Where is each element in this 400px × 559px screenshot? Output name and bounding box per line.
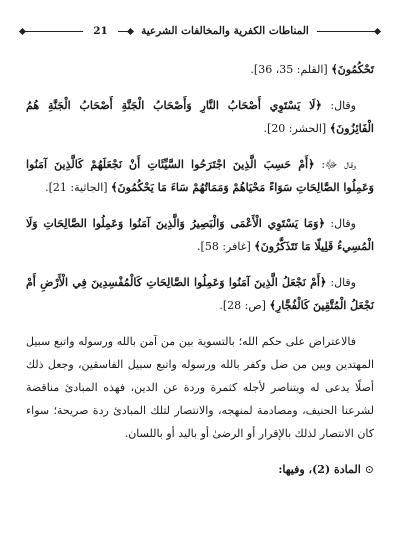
verse-reference: [القلم: 35، 36]. [250, 63, 332, 76]
quran-quote: ﴿وَمَا يَسْتَوِي الْأَعْمَى وَالْبَصِيرُ وَالَّذِينَ آمَنُوا وَعَمِلُوا الصَّالِحَاتِ وَلَا الْمُسِيءُ قَلِيلًا مَا تَتَذَكَّرُونَ﴾ [26, 217, 374, 253]
header-title: المناطات الكفرية والمخالفات الشرعية [141, 25, 309, 37]
commentary-paragraph [26, 330, 374, 445]
header-rule-right [317, 31, 378, 32]
verse-reference: [ص: 28]. [219, 299, 270, 312]
verse-reference: [الجاثية: 21]. [45, 181, 112, 194]
quran-quote: تَحْكُمُونَ﴾ [331, 63, 374, 76]
verse-paragraph [26, 153, 374, 199]
page-number: 21 [93, 25, 108, 37]
quran-quote: ﴿أَمْ نَجْعَلُ الَّذِينَ آمَنُوا وَعَمِلُوا الصَّالِحَاتِ كَالْمُفْسِدِينَ فِي الْأَرْضِ أَمْ نَجْعَلُ الْمُتَّقِينَ كَالْفُجَّارِ﴾ [26, 276, 374, 312]
page-body [26, 58, 374, 481]
verse-paragraph [26, 212, 374, 258]
quran-quote: ﴿أَمْ حَسِبَ الَّذِينَ اجْتَرَحُوا السَّيِّئَاتِ أَنْ نَجْعَلَهُمْ كَالَّذِينَ آمَنُوا وَعَمِلُوا الصَّالِحَاتِ سَوَاءً مَحْيَاهُمْ وَمَمَاتُهُمْ سَاءَ مَا يَحْكُمُونَ﴾ [26, 158, 374, 194]
running-header [22, 22, 378, 40]
commentary-text: فالاعتراض على حكم الله؛ بالتسوية بين من آمن بالله ورسوله واتبع سبيل المهتدين وبين من ضل وكفر بالله ورسوله واتبع سبيل الفاسقين، وجعل ذلك أصلًا يدعى له ويتناصر لأجله كثمرة وردة عن الدين، فهذه المبادئ مناقضة لشرعنا الحنيف، ومصادمة لمنهجه، والانتصار لتلك المبادئ ردة صريحة؛ سواء كان الانتصار لذلك بالإقرار أو الرضىٰ أو باليد أو باللسان. [26, 335, 374, 440]
section-marker [26, 458, 374, 481]
verse-reference: [غافر: 58]. [197, 240, 255, 253]
verse-paragraph [26, 271, 374, 317]
header-rule-left [22, 31, 83, 32]
circle-dot-icon: ⊙ [364, 463, 374, 476]
quran-quote: ﴿لَا يَسْتَوِي أَصْحَابُ النَّارِ وَأَصْحَابُ الْجَنَّةِ أَصْحَابُ الْجَنَّةِ هُمُ الْفَائِزُونَ﴾ [26, 99, 374, 135]
verse-intro: وقال ﷻ: [314, 158, 357, 171]
verse-continuation [26, 58, 374, 81]
verse-reference: [الحشر: 20]. [263, 122, 330, 135]
verse-intro: وقال: [324, 217, 356, 230]
section-label: المادة (2)، وفيها: [278, 463, 361, 476]
verse-intro: وقال: [326, 276, 356, 289]
verse-paragraph [26, 94, 374, 140]
verse-intro: وقال: [321, 99, 356, 112]
header-rule-middle [118, 31, 133, 32]
